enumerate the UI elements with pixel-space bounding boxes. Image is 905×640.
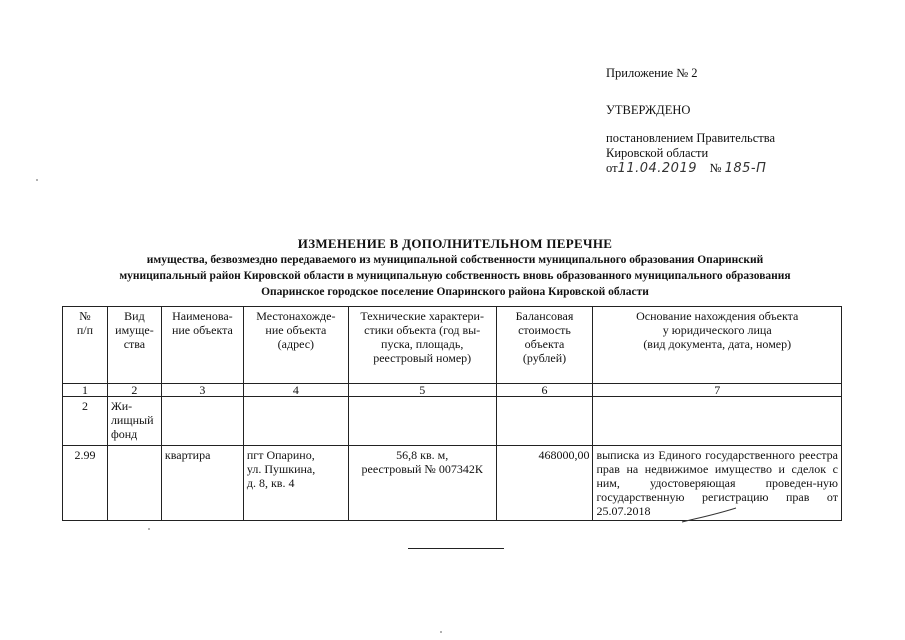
table-header-row — [63, 307, 842, 384]
header-type: Вид имуще- ства — [115, 309, 154, 351]
pen-stroke-mark — [680, 506, 740, 526]
decree-date-line — [606, 161, 775, 176]
empty-cell — [593, 397, 842, 446]
scan-speck — [148, 528, 150, 530]
decree-line: постановлением Правительства — [606, 131, 776, 145]
item-specs-cell — [348, 446, 496, 521]
header-cell — [496, 307, 593, 384]
header-basis: Основание нахождения объекта у юридического лица (вид документа, дата, номер) — [636, 309, 799, 351]
scan-speck — [440, 631, 442, 633]
item-number-cell: 2.99 — [63, 446, 108, 521]
header-cell — [63, 307, 108, 384]
approved-label: УТВЕРЖДЕНО — [606, 103, 691, 117]
date-prefix: от — [606, 161, 618, 175]
appendix-label: Приложение № 2 — [606, 66, 698, 80]
scan-speck — [36, 179, 38, 181]
item-address-text: пгт Опарино, ул. Пушкина, д. 8, кв. 4 — [246, 448, 316, 490]
header-cell — [243, 307, 348, 384]
document-title-block — [60, 236, 850, 300]
column-number: 2 — [107, 384, 161, 397]
column-number: 1 — [63, 384, 108, 397]
table-row-group — [63, 397, 842, 446]
item-basis-cell: выписка из Единого государственного реестра прав на недвижимое имущество и сделок с ним, удостоверяющая проведен-ную государственную регистрацию прав от 25.07.2018 — [593, 446, 842, 521]
column-number: 7 — [593, 384, 842, 397]
document-subtitle-line-2: муниципальный район Кировской области в муниципальную собственность вновь образованного муниципального образования — [119, 270, 791, 282]
end-separator-line — [408, 548, 504, 549]
header-name: Наименова- ние объекта — [171, 309, 233, 337]
group-type-cell — [107, 397, 161, 446]
header-address: Местонахожде- ние объекта (адрес) — [256, 309, 336, 351]
header-cell — [348, 307, 496, 384]
column-number: 3 — [161, 384, 243, 397]
group-type-text: Жи- лищный фонд — [110, 399, 154, 441]
document-subtitle-line-1: имущества, безвозмездно передаваемого из муниципальной собственности муниципального образования Опаринский — [146, 254, 764, 266]
header-specs: Технические характери- стики объекта (год вы- пуска, площадь, реестровый номер) — [360, 309, 484, 365]
header-number: № п/п — [76, 309, 94, 337]
item-specs-text: 56,8 кв. м, реестровый № 007342К — [361, 448, 483, 476]
empty-cell — [496, 397, 593, 446]
approval-stamp-block — [606, 66, 775, 176]
header-cell — [593, 307, 842, 384]
document-title: ИЗМЕНЕНИЕ В ДОПОЛНИТЕЛЬНОМ ПЕРЕЧНЕ — [297, 236, 613, 251]
property-table — [62, 306, 842, 521]
empty-cell — [348, 397, 496, 446]
empty-cell — [243, 397, 348, 446]
column-number: 5 — [348, 384, 496, 397]
header-cell — [107, 307, 161, 384]
header-cell — [161, 307, 243, 384]
empty-cell — [161, 397, 243, 446]
handwritten-number: 185-П — [724, 161, 767, 176]
column-number: 6 — [496, 384, 593, 397]
item-type-cell — [107, 446, 161, 521]
column-number-row — [63, 384, 842, 397]
column-number: 4 — [243, 384, 348, 397]
number-prefix: № — [709, 161, 722, 175]
item-address-cell — [243, 446, 348, 521]
item-name-cell: квартира — [161, 446, 243, 521]
header-value: Балансовая стоимость объекта (рублей) — [515, 309, 574, 365]
handwritten-date: 11.04.2019 — [617, 161, 697, 176]
item-value-cell: 468000,00 — [496, 446, 593, 521]
group-number-cell: 2 — [63, 397, 108, 446]
region-line: Кировской области — [606, 146, 709, 160]
document-subtitle-line-3: Опаринское городское поселение Опаринского района Кировской области — [261, 286, 649, 298]
